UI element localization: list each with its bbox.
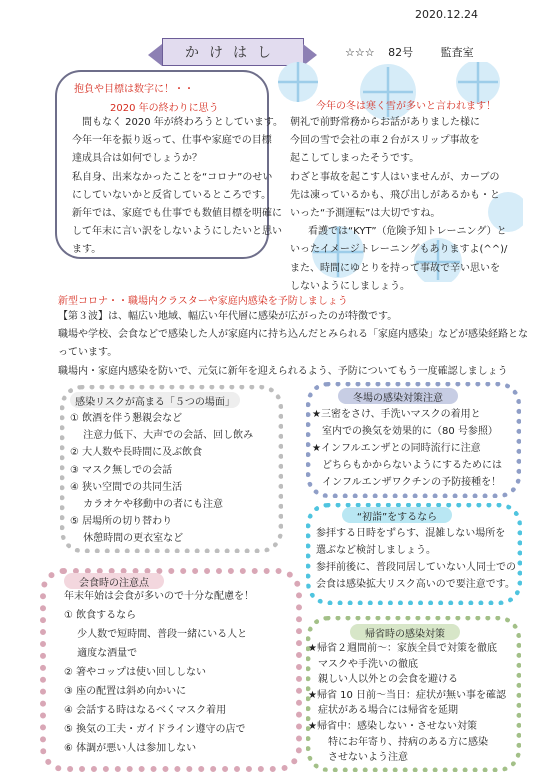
list-item: ★帰省 10 日前～当日：症状が無い事を確認 [308,689,507,701]
stars: ☆☆☆ [345,46,375,59]
left-line: して年末に言い訳をしないようにしたいと思い [72,226,282,238]
ribbon-left-tail [148,44,162,66]
list-item: ⑥ 体調が悪い人は参加しない [64,743,197,754]
list-item: ① 飲食するなら [64,610,137,621]
left-line: 私自身、出来なかったことを“コロナ”のせい [72,171,273,183]
corona-line: っています。 [58,347,118,359]
left-heading-1: 抱負や目標は数字に！・・ [74,84,194,95]
dining-notes-list [64,587,254,758]
list-item: ④ 会話する時はなるべくマスク着用 [64,705,227,716]
right-line: また、時間にゆとりを持って事故で辛い思いを [290,262,500,274]
list-item: ★三密をさけ、手洗いマスクの着用と [312,409,481,420]
issue-date: 2020.12.24 [415,8,478,21]
corona-section [58,292,528,381]
list-item: ② 箸やコップは使い回ししない [64,667,206,678]
list-item: ★帰省２週間前～：家族全員で対策を徹底 [308,643,497,654]
shrine-visit-list [316,525,516,593]
corona-line: 【第３波】は、幅広い地域、幅広い年代層に感染が広がったのが特徴です。 [58,311,398,322]
homecoming-measures-list [308,641,506,766]
right-column [290,97,507,296]
left-column-body [72,114,283,260]
list-item: 注意力低下、大声での会話、回し飲み [70,430,254,442]
left-line: 達成具合は如何でしょうか？ [72,153,202,165]
list-item: 室内での換気を効果的に（80 号参照） [312,426,498,437]
list-item: ① 飲酒を伴う懇親会など [70,413,183,424]
left-heading-2: 2020 年の終わりに思う [110,103,219,114]
left-line: 新年では、家庭でも仕事でも数値目標を明確に [72,208,282,220]
list-item: ⑤ 換気の工夫・ガイドライン遵守の店で [64,724,246,735]
issue-info [345,44,484,60]
list-item: カラオケや移動中の者にも注意 [70,499,223,511]
list-item: 参拝する日時をずらす、混雑しない場所を [316,528,506,539]
list-item: マスクや手洗いの徹底 [308,658,418,670]
right-line: しないようにしましょう。 [290,280,410,292]
right-line: 朝礼で前野常務からお話がありました様に [290,117,480,128]
right-line: 看護では“KYT”（危険予知トレーニング）と [308,226,507,238]
corona-line: 職場や学校、会食などで感染した人が家庭内に持ち込んだとみられる「家庭内感染」などが感染経路とな [58,329,528,341]
winter-measures-title: 冬場の感染対策注意 [338,388,458,404]
list-item: 選ぶなど検討しましょう。 [316,545,436,556]
list-item: どちらもかからないようにするためには [312,460,502,471]
department: 監査室 [440,46,474,59]
left-line: ます。 [72,244,102,256]
list-item: ★帰省中：感染しない・させない対策 [308,720,477,732]
corona-heading: 新型コロナ・・職場内クラスターや家庭内感染を予防しましょう [58,296,348,307]
right-line: いったイメージトレーニングもありますよ(^^)/ [290,244,508,256]
list-item: ⑤ 居場所の切り替わり [70,516,173,528]
list-item: ③ 座の配置は斜め向かいに [64,686,187,697]
list-item: 年末年始は会食が多いので十分な配慮を！ [64,591,254,602]
right-line: 起こしてしまったそうです。 [290,153,420,165]
right-line: いった“予測運転”は大切ですね。 [290,208,441,220]
shrine-visit-title: “初詣”をするなら [342,507,452,523]
list-item: 特にお年寄り、持病のある方に感染 [308,736,488,748]
issue-number: 82号 [388,46,414,59]
left-column [72,80,283,260]
right-heading: 今年の冬は寒く雪が多いと言われます！ [316,101,496,112]
left-line: にしていないかと反省しているところです。 [72,189,272,201]
list-item: ② 大人数や長時間に及ぶ飲食 [70,447,203,459]
left-line: 間もなく 2020 年が終わろうとしています。 [82,117,284,128]
list-item: ④ 狭い空間での共同生活 [70,481,183,493]
left-line: 今年一年を振り返って、仕事や家庭での目標 [72,135,272,147]
right-line: 先は凍っているかも、飛び出しがあるかも・と [290,189,500,201]
homecoming-measures-title: 帰省時の感染対策 [350,624,460,640]
list-item: 休憩時間の更衣室など [70,533,184,545]
list-item: 会食は感染拡大リスク高いので要注意です。 [316,579,515,590]
list-item: ★インフルエンザとの同時流行に注意 [312,443,481,454]
list-item: 親しい人以外との会食を避ける [308,674,458,686]
corona-line: 職場内・家庭内感染を防いで、元気に新年を迎えられるよう、予防についてもう一度確認しましょう [58,365,508,377]
dining-notes-title: 会食時の注意点 [64,573,164,589]
right-column-body [290,114,507,296]
list-item: 症状がある場合には帰省を延期 [308,705,458,717]
list-item: インフルエンザワクチンの予防接種を！ [312,477,502,488]
right-line: 今回の雪で会社の車２台がスリップ事故を [290,135,480,147]
list-item: 適度な酒量で [64,648,138,659]
corona-body [58,308,528,381]
list-item: 少人数で短時間、普段一緒にいる人と [64,629,248,640]
right-line: わざと事故を起こす人はいませんが、カーブの [290,171,500,183]
winter-measures-list [312,406,502,491]
list-item: させないよう注意 [308,752,408,764]
newsletter-title: かけはし [162,38,304,66]
list-item: ③ マスク無しでの会話 [70,464,173,476]
list-item: 参拝前後に、普段同居していない人同士での [316,562,516,573]
risk-scenes-list [70,410,253,548]
risk-scenes-title: 感染リスクが高まる「５つの場面」 [70,392,240,408]
